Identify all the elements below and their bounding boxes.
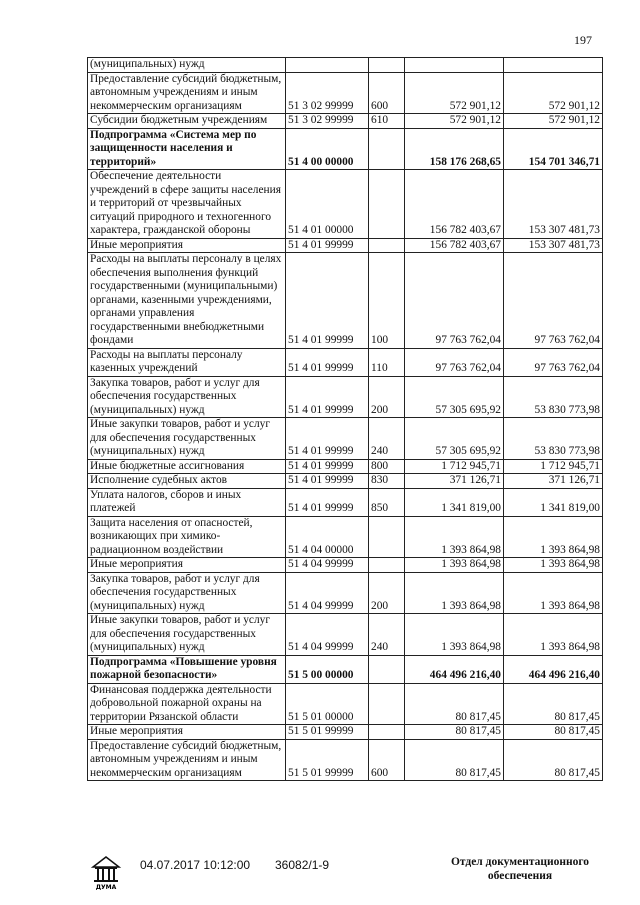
table-row (88, 128, 603, 170)
row-amount-year2: 1 341 819,00 (504, 488, 603, 516)
row-amount-year1: 97 763 762,04 (405, 348, 504, 376)
row-type: 610 (369, 114, 405, 129)
row-amount-year1: 1 341 819,00 (405, 488, 504, 516)
table-row (88, 474, 603, 489)
row-amount-year1: 371 126,71 (405, 474, 504, 489)
row-amount-year2: 572 901,12 (504, 114, 603, 129)
table-row (88, 376, 603, 418)
row-amount-year1: 1 712 945,71 (405, 459, 504, 474)
row-type: 240 (369, 614, 405, 656)
row-type: 240 (369, 418, 405, 460)
row-amount-year2: 371 126,71 (504, 474, 603, 489)
row-amount-year2: 80 817,45 (504, 725, 603, 740)
row-amount-year2 (504, 58, 603, 73)
row-type: 110 (369, 348, 405, 376)
row-type: 600 (369, 739, 405, 781)
row-amount-year1: 572 901,12 (405, 72, 504, 114)
row-amount-year1: 1 393 864,98 (405, 558, 504, 573)
row-amount-year2: 1 393 864,98 (504, 516, 603, 558)
row-amount-year1: 464 496 216,40 (405, 655, 504, 683)
table-row (88, 238, 603, 253)
row-name: Субсидии бюджетным учреждениям (88, 114, 286, 129)
page-number: 197 (574, 33, 592, 47)
row-type (369, 238, 405, 253)
row-type: 830 (369, 474, 405, 489)
row-type: 600 (369, 72, 405, 114)
row-code: 51 4 04 99999 (286, 572, 369, 614)
row-code: 51 5 01 99999 (286, 739, 369, 781)
table-row (88, 418, 603, 460)
row-type (369, 516, 405, 558)
row-name: Уплата налогов, сборов и иных платежей (88, 488, 286, 516)
table-row (88, 170, 603, 239)
row-amount-year2: 97 763 762,04 (504, 253, 603, 349)
row-name: Исполнение судебных актов (88, 474, 286, 489)
row-code: 51 5 00 00000 (286, 655, 369, 683)
row-amount-year1: 57 305 695,92 (405, 376, 504, 418)
row-amount-year1: 572 901,12 (405, 114, 504, 129)
row-amount-year1: 1 393 864,98 (405, 614, 504, 656)
row-type: 200 (369, 572, 405, 614)
row-amount-year2: 53 830 773,98 (504, 376, 603, 418)
row-amount-year2: 154 701 346,71 (504, 128, 603, 170)
row-code: 51 4 01 99999 (286, 376, 369, 418)
row-name: Иные бюджетные ассигнования (88, 459, 286, 474)
row-name: Закупка товаров, работ и услуг для обеспечения государственных (муниципальных) нужд (88, 572, 286, 614)
logo-text: ДУМА (95, 884, 117, 891)
row-code: 51 4 00 00000 (286, 128, 369, 170)
row-code: 51 4 01 99999 (286, 488, 369, 516)
row-amount-year2: 53 830 773,98 (504, 418, 603, 460)
row-amount-year2: 153 307 481,73 (504, 238, 603, 253)
table-row (88, 72, 603, 114)
row-amount-year2: 1 393 864,98 (504, 614, 603, 656)
row-amount-year2: 97 763 762,04 (504, 348, 603, 376)
row-name: Иные мероприятия (88, 238, 286, 253)
row-amount-year2: 572 901,12 (504, 72, 603, 114)
footer (90, 855, 610, 895)
row-type: 100 (369, 253, 405, 349)
row-code: 51 4 01 99999 (286, 348, 369, 376)
duma-logo-icon (90, 855, 122, 891)
row-code: 51 4 01 99999 (286, 474, 369, 489)
table-row (88, 558, 603, 573)
row-amount-year1: 156 782 403,67 (405, 238, 504, 253)
row-type (369, 128, 405, 170)
row-type: 800 (369, 459, 405, 474)
row-amount-year2: 1 393 864,98 (504, 558, 603, 573)
row-code: 51 5 01 00000 (286, 683, 369, 725)
table-row (88, 739, 603, 781)
row-code: 51 3 02 99999 (286, 114, 369, 129)
row-amount-year2: 1 393 864,98 (504, 572, 603, 614)
row-amount-year1: 156 782 403,67 (405, 170, 504, 239)
row-code: 51 4 04 99999 (286, 614, 369, 656)
footer-date: 04.07.2017 10:12:00 (140, 858, 251, 872)
table-row (88, 572, 603, 614)
table-row (88, 348, 603, 376)
table-row (88, 58, 603, 73)
table-row (88, 253, 603, 349)
row-amount-year2: 80 817,45 (504, 739, 603, 781)
row-name: Иные мероприятия (88, 558, 286, 573)
table-row (88, 114, 603, 129)
table-row (88, 725, 603, 740)
row-name: Финансовая поддержка деятельности добровольной пожарной охраны на территории Рязанской области (88, 683, 286, 725)
row-name: Иные мероприятия (88, 725, 286, 740)
table-row (88, 488, 603, 516)
row-type (369, 170, 405, 239)
row-type (369, 655, 405, 683)
budget-table (87, 57, 603, 781)
row-amount-year1: 158 176 268,65 (405, 128, 504, 170)
row-amount-year2: 80 817,45 (504, 683, 603, 725)
row-code: 51 4 01 99999 (286, 238, 369, 253)
row-code: 51 4 04 00000 (286, 516, 369, 558)
row-code: 51 4 01 99999 (286, 253, 369, 349)
row-type (369, 58, 405, 73)
table-row (88, 459, 603, 474)
row-amount-year1: 1 393 864,98 (405, 572, 504, 614)
row-name: Расходы на выплаты персоналу в целях обеспечения выполнения функций государственными (муниципальными) органами, казенными учреждениями, органами управления государственными внебюджетными фондами (88, 253, 286, 349)
row-code: 51 4 04 99999 (286, 558, 369, 573)
row-type: 200 (369, 376, 405, 418)
row-amount-year2: 464 496 216,40 (504, 655, 603, 683)
row-amount-year1: 80 817,45 (405, 725, 504, 740)
footer-department: Отдел документационного обеспечения (450, 856, 590, 882)
row-name: Обеспечение деятельности учреждений в сфере защиты населения и территорий от чрезвычайных ситуаций природного и техногенного характера, гражданской обороны (88, 170, 286, 239)
row-code: 51 4 01 99999 (286, 418, 369, 460)
row-amount-year1: 57 305 695,92 (405, 418, 504, 460)
row-amount-year2: 153 307 481,73 (504, 170, 603, 239)
row-name: Защита населения от опасностей, возникающих при химико-радиационном воздействии (88, 516, 286, 558)
row-amount-year1: 80 817,45 (405, 683, 504, 725)
row-code: 51 4 01 00000 (286, 170, 369, 239)
table-row (88, 516, 603, 558)
row-code: 51 5 01 99999 (286, 725, 369, 740)
row-type (369, 558, 405, 573)
row-name: Закупка товаров, работ и услуг для обеспечения государственных (муниципальных) нужд (88, 376, 286, 418)
row-name: Предоставление субсидий бюджетным, автономным учреждениям и иным некоммерческим организациям (88, 72, 286, 114)
row-name: Подпрограмма «Повышение уровня пожарной безопасности» (88, 655, 286, 683)
row-name: Подпрограмма «Система мер по защищенности населения и территорий» (88, 128, 286, 170)
row-name: (муниципальных) нужд (88, 58, 286, 73)
row-name: Иные закупки товаров, работ и услуг для обеспечения государственных (муниципальных) нужд (88, 614, 286, 656)
row-type (369, 683, 405, 725)
row-code (286, 58, 369, 73)
row-type (369, 725, 405, 740)
row-amount-year1: 1 393 864,98 (405, 516, 504, 558)
table-row (88, 683, 603, 725)
row-type: 850 (369, 488, 405, 516)
row-amount-year1 (405, 58, 504, 73)
row-code: 51 3 02 99999 (286, 72, 369, 114)
row-name: Предоставление субсидий бюджетным, автономным учреждениям и иным некоммерческим организациям (88, 739, 286, 781)
row-amount-year1: 80 817,45 (405, 739, 504, 781)
table-row (88, 614, 603, 656)
row-name: Иные закупки товаров, работ и услуг для обеспечения государственных (муниципальных) нужд (88, 418, 286, 460)
row-amount-year2: 1 712 945,71 (504, 459, 603, 474)
table-row (88, 655, 603, 683)
footer-doc-number: 36082/1-9 (275, 858, 330, 872)
row-code: 51 4 01 99999 (286, 459, 369, 474)
row-name: Расходы на выплаты персоналу казенных учреждений (88, 348, 286, 376)
row-amount-year1: 97 763 762,04 (405, 253, 504, 349)
